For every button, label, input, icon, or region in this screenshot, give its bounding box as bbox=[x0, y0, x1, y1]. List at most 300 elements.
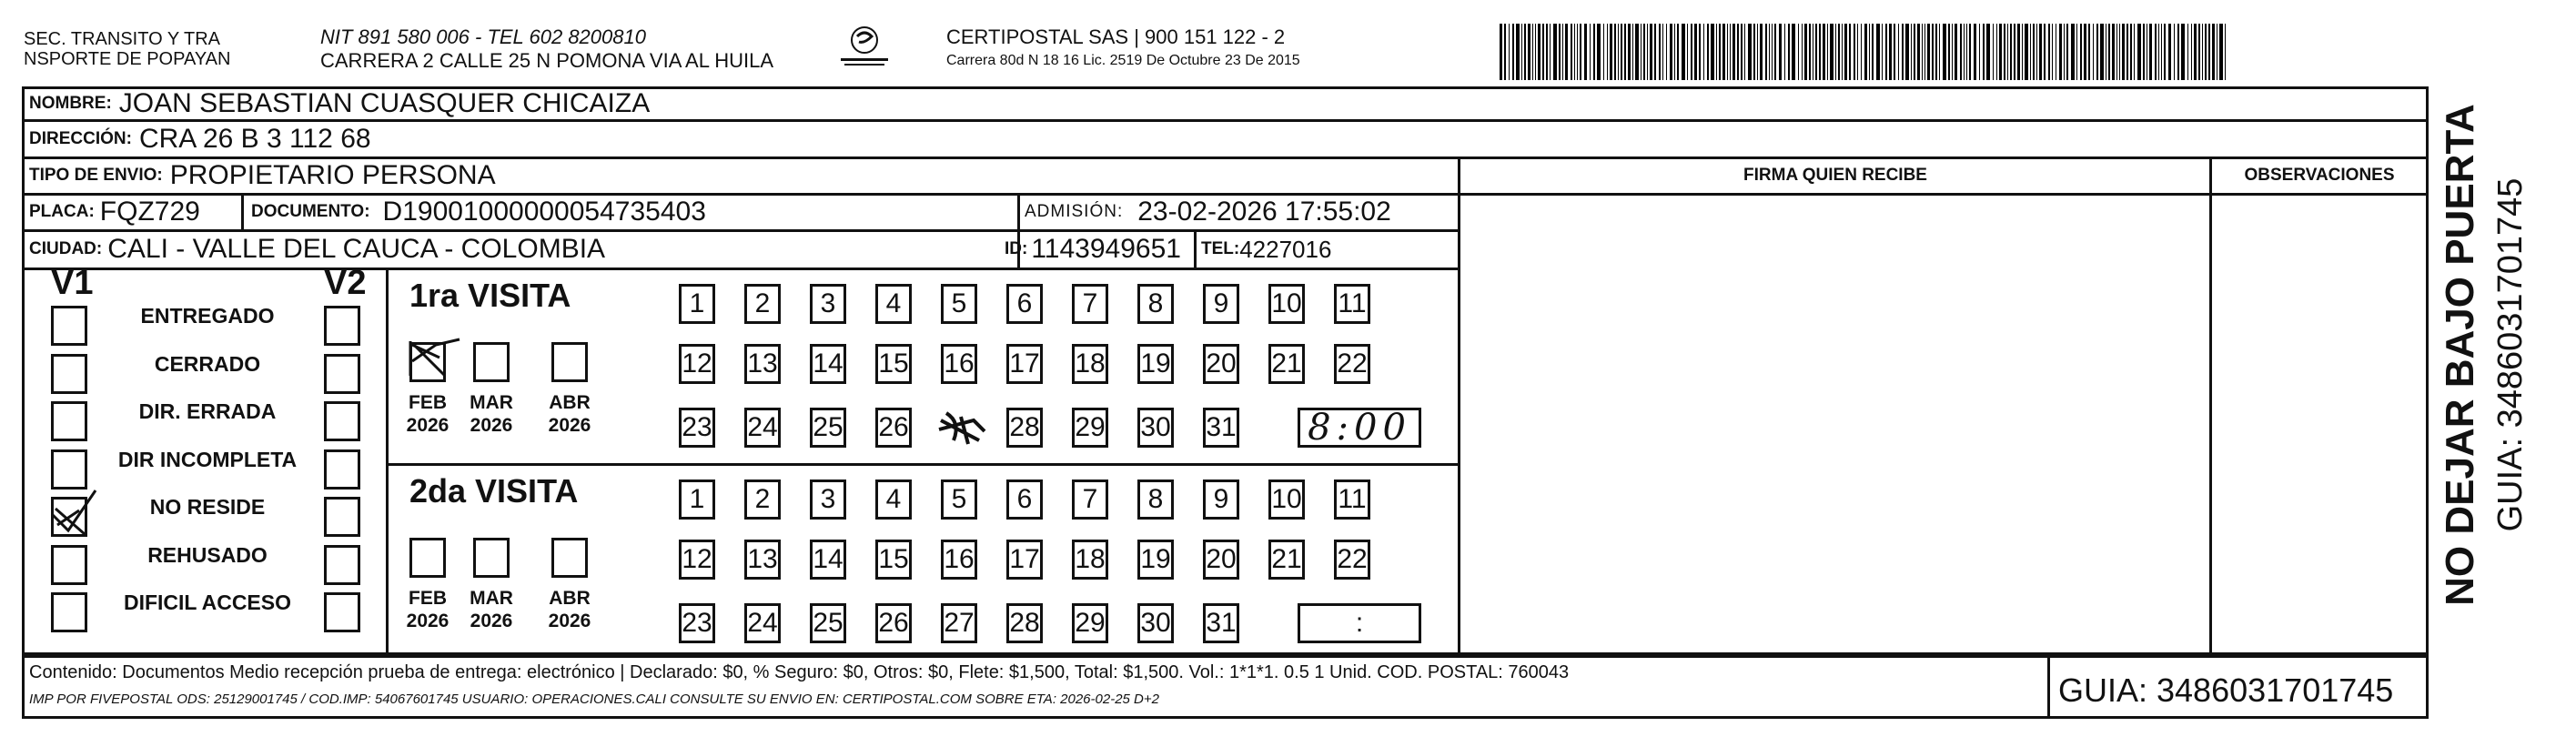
barcode-bar bbox=[2122, 24, 2125, 80]
barcode-bar bbox=[1809, 24, 1811, 80]
nombre-row bbox=[29, 87, 650, 120]
day-box[interactable] bbox=[679, 344, 715, 384]
barcode-bar bbox=[1509, 24, 1510, 80]
day-number: 25 bbox=[813, 608, 844, 638]
barcode-bar bbox=[2225, 24, 2226, 80]
barcode-bar bbox=[1952, 24, 1953, 80]
documento-cell bbox=[251, 195, 706, 229]
barcode-bar bbox=[1924, 24, 1925, 80]
barcode-bar bbox=[1765, 24, 1767, 80]
barcode bbox=[1500, 24, 2240, 80]
v1-checkbox[interactable] bbox=[51, 401, 87, 441]
month-label bbox=[400, 391, 455, 437]
barcode-bar bbox=[1528, 24, 1530, 80]
barcode-bar bbox=[2181, 24, 2185, 80]
day-number: 15 bbox=[878, 348, 909, 379]
month-year: 2026 bbox=[548, 415, 591, 436]
barcode-bar bbox=[1538, 24, 1541, 80]
day-box[interactable] bbox=[679, 603, 715, 643]
side-guia-text: GUIA: 3486031701745 bbox=[2490, 177, 2530, 532]
day-box[interactable] bbox=[1203, 603, 1239, 643]
day-box[interactable] bbox=[1006, 603, 1043, 643]
barcode-bar bbox=[1677, 24, 1679, 80]
barcode-bar bbox=[2219, 24, 2223, 80]
month-name: FEB bbox=[409, 588, 447, 609]
day-box[interactable] bbox=[1203, 344, 1239, 384]
day-box[interactable] bbox=[1203, 540, 1239, 580]
day-box[interactable] bbox=[941, 408, 977, 448]
barcode-bar bbox=[1757, 24, 1758, 80]
barcode-bar bbox=[1993, 24, 1994, 80]
barcode-bar bbox=[2168, 24, 2171, 80]
barcode-bar bbox=[1798, 24, 1799, 80]
day-number: 22 bbox=[1337, 544, 1368, 574]
barcode-bar bbox=[2202, 24, 2203, 80]
day-box[interactable] bbox=[1006, 408, 1043, 448]
tel-value: 4227016 bbox=[1239, 235, 1332, 263]
barcode-bar bbox=[1894, 24, 1895, 80]
day-box[interactable] bbox=[1006, 540, 1043, 580]
barcode-bar bbox=[2137, 24, 2141, 80]
barcode-bar bbox=[1986, 24, 1990, 80]
day-box[interactable] bbox=[1006, 479, 1043, 520]
barcode-bar bbox=[2030, 24, 2031, 80]
day-box[interactable] bbox=[1137, 344, 1174, 384]
day-box[interactable] bbox=[875, 284, 912, 324]
address-line: CARRERA 2 CALLE 25 N POMONA VIA AL HUILA bbox=[320, 49, 774, 72]
day-box[interactable] bbox=[1268, 479, 1305, 520]
v1-checkbox[interactable] bbox=[51, 354, 87, 394]
month-year: 2026 bbox=[470, 415, 513, 436]
barcode-bar bbox=[1802, 24, 1803, 80]
day-number: 10 bbox=[1271, 288, 1302, 318]
barcode-bar bbox=[1838, 24, 1840, 80]
barcode-bar bbox=[1932, 24, 1934, 80]
barcode-bar bbox=[2059, 24, 2062, 80]
day-number: 17 bbox=[1009, 348, 1040, 379]
barcode-bar bbox=[2010, 24, 2012, 80]
barcode-bar bbox=[1889, 24, 1892, 80]
day-box[interactable] bbox=[744, 603, 781, 643]
day-number: 28 bbox=[1009, 608, 1040, 638]
day-number: 30 bbox=[1140, 608, 1171, 638]
barcode-bar bbox=[1760, 24, 1763, 80]
barcode-bar bbox=[1748, 24, 1752, 80]
tipo-envio-label: TIPO DE ENVIO: bbox=[29, 166, 163, 185]
day-box[interactable] bbox=[679, 540, 715, 580]
barcode-bar bbox=[1955, 24, 1957, 80]
month-checkbox[interactable] bbox=[409, 342, 446, 382]
tipo-envio-row bbox=[29, 158, 496, 193]
barcode-bar bbox=[2119, 24, 2120, 80]
month-label bbox=[464, 587, 519, 632]
barcode-bar bbox=[2198, 24, 2200, 80]
barcode-bar bbox=[1662, 24, 1663, 80]
barcode-bar bbox=[2088, 24, 2090, 80]
barcode-bar bbox=[2161, 24, 2162, 80]
day-number: 24 bbox=[747, 608, 778, 638]
day-number: 31 bbox=[1206, 412, 1237, 442]
barcode-bar bbox=[2066, 24, 2068, 80]
v2-checkbox[interactable] bbox=[324, 306, 360, 346]
barcode-bar bbox=[1610, 24, 1612, 80]
barcode-bar bbox=[1861, 24, 1862, 80]
barcode-bar bbox=[1722, 24, 1725, 80]
day-box[interactable] bbox=[810, 344, 846, 384]
barcode-bar bbox=[1741, 24, 1743, 80]
barcode-bar bbox=[1624, 24, 1626, 80]
day-box[interactable] bbox=[810, 540, 846, 580]
day-box[interactable] bbox=[1203, 284, 1239, 324]
barcode-bar bbox=[1559, 24, 1561, 80]
day-box[interactable] bbox=[679, 284, 715, 324]
barcode-bar bbox=[1674, 24, 1675, 80]
month-checkbox[interactable] bbox=[551, 538, 588, 578]
day-box[interactable] bbox=[1006, 284, 1043, 324]
day-number: 10 bbox=[1271, 484, 1302, 514]
day-box[interactable] bbox=[744, 540, 781, 580]
barcode-bar bbox=[1562, 24, 1563, 80]
v2-checkbox[interactable] bbox=[324, 354, 360, 394]
barcode-bar bbox=[1524, 24, 1526, 80]
day-box[interactable] bbox=[941, 344, 977, 384]
day-box[interactable] bbox=[744, 284, 781, 324]
day-number: 13 bbox=[747, 348, 778, 379]
ciudad-cell bbox=[29, 231, 605, 268]
barcode-bar bbox=[1635, 24, 1639, 80]
barcode-bar bbox=[1943, 24, 1946, 80]
barcode-bar bbox=[1774, 24, 1776, 80]
day-box[interactable] bbox=[744, 479, 781, 520]
barcode-bar bbox=[1707, 24, 1709, 80]
ciudad-value: CALI - VALLE DEL CAUCA - COLOMBIA bbox=[107, 234, 606, 264]
day-box[interactable] bbox=[1268, 284, 1305, 324]
day-box[interactable] bbox=[1072, 344, 1108, 384]
observaciones-header: OBSERVACIONES bbox=[2244, 166, 2395, 185]
barcode-bar bbox=[2048, 24, 2050, 80]
barcode-bar bbox=[1571, 24, 1572, 80]
barcode-bar bbox=[2126, 24, 2128, 80]
placa-cell bbox=[29, 195, 200, 229]
barcode-bar bbox=[1979, 24, 1980, 80]
ciudad-label: CIUDAD: bbox=[29, 239, 103, 258]
barcode-bar bbox=[1835, 24, 1836, 80]
month-checkbox[interactable] bbox=[409, 538, 446, 578]
tipo-envio-value: PROPIETARIO PERSONA bbox=[169, 160, 496, 190]
barcode-bar bbox=[1905, 24, 1909, 80]
day-box[interactable] bbox=[941, 603, 977, 643]
day-number: 7 bbox=[1082, 288, 1098, 318]
side-guia bbox=[2488, 73, 2533, 637]
barcode-bar bbox=[1699, 24, 1701, 80]
v1-checkbox[interactable] bbox=[51, 497, 87, 537]
day-box[interactable] bbox=[1268, 344, 1305, 384]
barcode-bar bbox=[1584, 24, 1587, 80]
documento-label: DOCUMENTO: bbox=[251, 202, 370, 221]
barcode-bar bbox=[2174, 24, 2175, 80]
day-number: 24 bbox=[747, 412, 778, 442]
barcode-bar bbox=[1969, 24, 1971, 80]
month-name: ABR bbox=[549, 392, 591, 413]
barcode-bar bbox=[1917, 24, 1920, 80]
day-box[interactable] bbox=[1203, 408, 1239, 448]
barcode-bar bbox=[1553, 24, 1557, 80]
barcode-bar bbox=[1654, 24, 1656, 80]
barcode-bar bbox=[1744, 24, 1745, 80]
month-name: ABR bbox=[549, 588, 591, 609]
barcode-bar bbox=[2177, 24, 2179, 80]
tel-cell bbox=[1201, 231, 1331, 268]
barcode-bar bbox=[2071, 24, 2075, 80]
day-number: 18 bbox=[1075, 544, 1106, 574]
status-label: DIR. ERRADA bbox=[138, 399, 277, 423]
barcode-bar bbox=[1574, 24, 1575, 80]
month-checkbox[interactable] bbox=[473, 342, 510, 382]
day-box[interactable] bbox=[1203, 479, 1239, 520]
barcode-bar bbox=[2064, 24, 2065, 80]
barcode-bar bbox=[1772, 24, 1773, 80]
day-number: 23 bbox=[682, 412, 712, 442]
day-box[interactable] bbox=[1137, 284, 1174, 324]
day-box[interactable] bbox=[1137, 603, 1174, 643]
v2-checkbox[interactable] bbox=[324, 497, 360, 537]
barcode-bar bbox=[1719, 24, 1721, 80]
barcode-bar bbox=[2080, 24, 2082, 80]
sender-line-2: NSPORTE DE POPAYAN bbox=[24, 49, 231, 69]
barcode-bar bbox=[1504, 24, 1506, 80]
side-warning bbox=[2431, 73, 2490, 637]
barcode-bar bbox=[1580, 24, 1581, 80]
side-warning-text: NO DEJAR BAJO PUERTA bbox=[2438, 104, 2482, 606]
day-number: 7 bbox=[1082, 484, 1098, 514]
barcode-bar bbox=[1927, 24, 1930, 80]
barcode-bar bbox=[2158, 24, 2159, 80]
barcode-bar bbox=[1621, 24, 1622, 80]
sender-line-1: SEC. TRANSITO Y TRA bbox=[24, 29, 220, 49]
barcode-bar bbox=[1614, 24, 1616, 80]
day-box[interactable] bbox=[1334, 540, 1370, 580]
day-number: 15 bbox=[878, 544, 909, 574]
day-number: 2 bbox=[754, 288, 771, 318]
barcode-bar bbox=[2112, 24, 2115, 80]
barcode-bar bbox=[1914, 24, 1915, 80]
barcode-bar bbox=[2164, 24, 2166, 80]
day-number: 1 bbox=[689, 484, 705, 514]
status-label: CERRADO bbox=[154, 351, 261, 376]
day-box[interactable] bbox=[941, 284, 977, 324]
day-box[interactable] bbox=[875, 344, 912, 384]
barcode-bar bbox=[2100, 24, 2104, 80]
day-number: 29 bbox=[1075, 608, 1106, 638]
day-number: 30 bbox=[1140, 412, 1171, 442]
company-info bbox=[946, 25, 1300, 69]
day-box[interactable] bbox=[810, 284, 846, 324]
barcode-bar bbox=[1628, 24, 1631, 80]
day-box[interactable] bbox=[875, 603, 912, 643]
v2-checkbox[interactable] bbox=[324, 449, 360, 490]
month-label bbox=[542, 587, 597, 632]
barcode-bar bbox=[1804, 24, 1807, 80]
barcode-bar bbox=[1842, 24, 1843, 80]
barcode-bar bbox=[1607, 24, 1608, 80]
day-box[interactable] bbox=[875, 479, 912, 520]
barcode-bar bbox=[1590, 24, 1591, 80]
v2-checkbox[interactable] bbox=[324, 401, 360, 441]
day-box[interactable] bbox=[1072, 540, 1108, 580]
day-box[interactable] bbox=[1137, 408, 1174, 448]
id-label: ID: bbox=[1005, 239, 1028, 258]
barcode-bar bbox=[1532, 24, 1533, 80]
day-box[interactable] bbox=[1268, 540, 1305, 580]
visit-title: 1ra VISITA bbox=[409, 277, 571, 314]
barcode-bar bbox=[1983, 24, 1985, 80]
barcode-bar bbox=[1966, 24, 1967, 80]
barcode-bar bbox=[2022, 24, 2023, 80]
barcode-bar bbox=[2134, 24, 2135, 80]
barcode-bar bbox=[1779, 24, 1782, 80]
day-number: 26 bbox=[878, 412, 909, 442]
v1-checkbox[interactable] bbox=[51, 306, 87, 346]
month-checkbox[interactable] bbox=[551, 342, 588, 382]
day-number: 28 bbox=[1009, 412, 1040, 442]
barcode-bar bbox=[1593, 24, 1595, 80]
day-box[interactable] bbox=[679, 479, 715, 520]
time-value: 8:00 bbox=[1308, 407, 1411, 449]
month-year: 2026 bbox=[406, 611, 450, 631]
barcode-bar bbox=[1666, 24, 1667, 80]
v2-checkbox[interactable] bbox=[324, 545, 360, 585]
day-box[interactable] bbox=[1072, 479, 1108, 520]
time-box[interactable] bbox=[1298, 408, 1421, 448]
v2-checkbox[interactable] bbox=[324, 592, 360, 632]
day-box[interactable] bbox=[875, 540, 912, 580]
day-number: 12 bbox=[682, 348, 712, 379]
barcode-bar bbox=[1935, 24, 1937, 80]
barcode-bar bbox=[1854, 24, 1855, 80]
day-box[interactable] bbox=[1072, 284, 1108, 324]
barcode-bar bbox=[1694, 24, 1697, 80]
barcode-bar bbox=[1737, 24, 1739, 80]
month-name: MAR bbox=[470, 588, 513, 609]
v1-checkbox[interactable] bbox=[51, 545, 87, 585]
barcode-bar bbox=[2084, 24, 2086, 80]
barcode-bar bbox=[1641, 24, 1642, 80]
day-box[interactable] bbox=[810, 408, 846, 448]
admision-cell bbox=[1025, 195, 1391, 229]
barcode-bar bbox=[2093, 24, 2094, 80]
day-box[interactable] bbox=[1072, 408, 1108, 448]
day-number: 29 bbox=[1075, 412, 1106, 442]
day-box[interactable] bbox=[1334, 284, 1370, 324]
day-number: 16 bbox=[944, 544, 975, 574]
v1-checkbox[interactable] bbox=[51, 592, 87, 632]
month-label bbox=[400, 587, 455, 632]
barcode-bar bbox=[1830, 24, 1834, 80]
v1-checkbox[interactable] bbox=[51, 449, 87, 490]
documento-value: D19001000000054735403 bbox=[382, 197, 706, 227]
day-number: 16 bbox=[944, 348, 975, 379]
barcode-bar bbox=[1550, 24, 1551, 80]
barcode-bar bbox=[1999, 24, 2002, 80]
barcode-bar bbox=[2096, 24, 2098, 80]
status-label: DIFICIL ACCESO bbox=[123, 591, 291, 614]
nombre-value: JOAN SEBASTIAN CUASQUER CHICAIZA bbox=[118, 88, 651, 118]
sender-contact bbox=[320, 25, 773, 73]
day-number: 4 bbox=[885, 484, 902, 514]
barcode-bar bbox=[2191, 24, 2192, 80]
day-number: 6 bbox=[1016, 484, 1033, 514]
day-number: 22 bbox=[1337, 348, 1368, 379]
day-box[interactable] bbox=[875, 408, 912, 448]
barcode-bar bbox=[1974, 24, 1976, 80]
barcode-bar bbox=[1521, 24, 1522, 80]
day-number: 9 bbox=[1213, 484, 1229, 514]
barcode-bar bbox=[1647, 24, 1648, 80]
barcode-bar bbox=[1769, 24, 1770, 80]
barcode-bar bbox=[2149, 24, 2152, 80]
day-box[interactable] bbox=[1137, 540, 1174, 580]
barcode-bar bbox=[1876, 24, 1880, 80]
day-box[interactable] bbox=[1334, 479, 1370, 520]
barcode-bar bbox=[2039, 24, 2042, 80]
barcode-bar bbox=[1711, 24, 1714, 80]
barcode-bar bbox=[1857, 24, 1858, 80]
barcode-bar bbox=[1898, 24, 1899, 80]
barcode-bar bbox=[1948, 24, 1950, 80]
day-box[interactable] bbox=[1334, 344, 1370, 384]
v2-header: V2 bbox=[324, 264, 367, 302]
day-box[interactable] bbox=[744, 408, 781, 448]
barcode-bar bbox=[2044, 24, 2046, 80]
day-number: 18 bbox=[1075, 348, 1106, 379]
month-year: 2026 bbox=[406, 415, 450, 436]
placa-value: FQZ729 bbox=[99, 197, 200, 227]
day-number: 11 bbox=[1338, 288, 1367, 318]
barcode-bar bbox=[2036, 24, 2037, 80]
barcode-bar bbox=[1792, 24, 1795, 80]
direccion-row bbox=[29, 122, 371, 156]
barcode-bar bbox=[1542, 24, 1544, 80]
day-box[interactable] bbox=[810, 603, 846, 643]
barcode-bar bbox=[1682, 24, 1685, 80]
day-box[interactable] bbox=[1006, 344, 1043, 384]
barcode-bar bbox=[1618, 24, 1619, 80]
month-checkbox[interactable] bbox=[473, 538, 510, 578]
day-box[interactable] bbox=[941, 479, 977, 520]
barcode-bar bbox=[1964, 24, 1965, 80]
day-number: 20 bbox=[1206, 348, 1237, 379]
certipostal-logo-icon bbox=[835, 24, 894, 71]
barcode-bar bbox=[1659, 24, 1661, 80]
barcode-bar bbox=[2143, 24, 2145, 80]
day-box[interactable] bbox=[1072, 603, 1108, 643]
day-box[interactable] bbox=[679, 408, 715, 448]
footer-content-line: Contenido: Documentos Medio recepción prueba de entrega: electrónico | Declarado: $0, % Seguro: $0, Otros: $0, Flete: $1,500, Total: $1,500. Vol.: 1*1*1. 0.5 1 Unid. COD. POSTAL: 760043 bbox=[29, 662, 1570, 682]
barcode-bar bbox=[1565, 24, 1568, 80]
day-number: 4 bbox=[885, 288, 902, 318]
direccion-label: DIRECCIÓN: bbox=[29, 129, 132, 148]
month-label bbox=[464, 391, 519, 437]
day-number: 17 bbox=[1009, 544, 1040, 574]
barcode-bar bbox=[2116, 24, 2117, 80]
day-box[interactable] bbox=[1137, 479, 1174, 520]
day-box[interactable] bbox=[744, 344, 781, 384]
time-box[interactable] bbox=[1298, 603, 1421, 643]
month-year: 2026 bbox=[470, 611, 513, 631]
day-box[interactable] bbox=[810, 479, 846, 520]
day-box[interactable] bbox=[941, 540, 977, 580]
barcode-bar bbox=[1911, 24, 1912, 80]
